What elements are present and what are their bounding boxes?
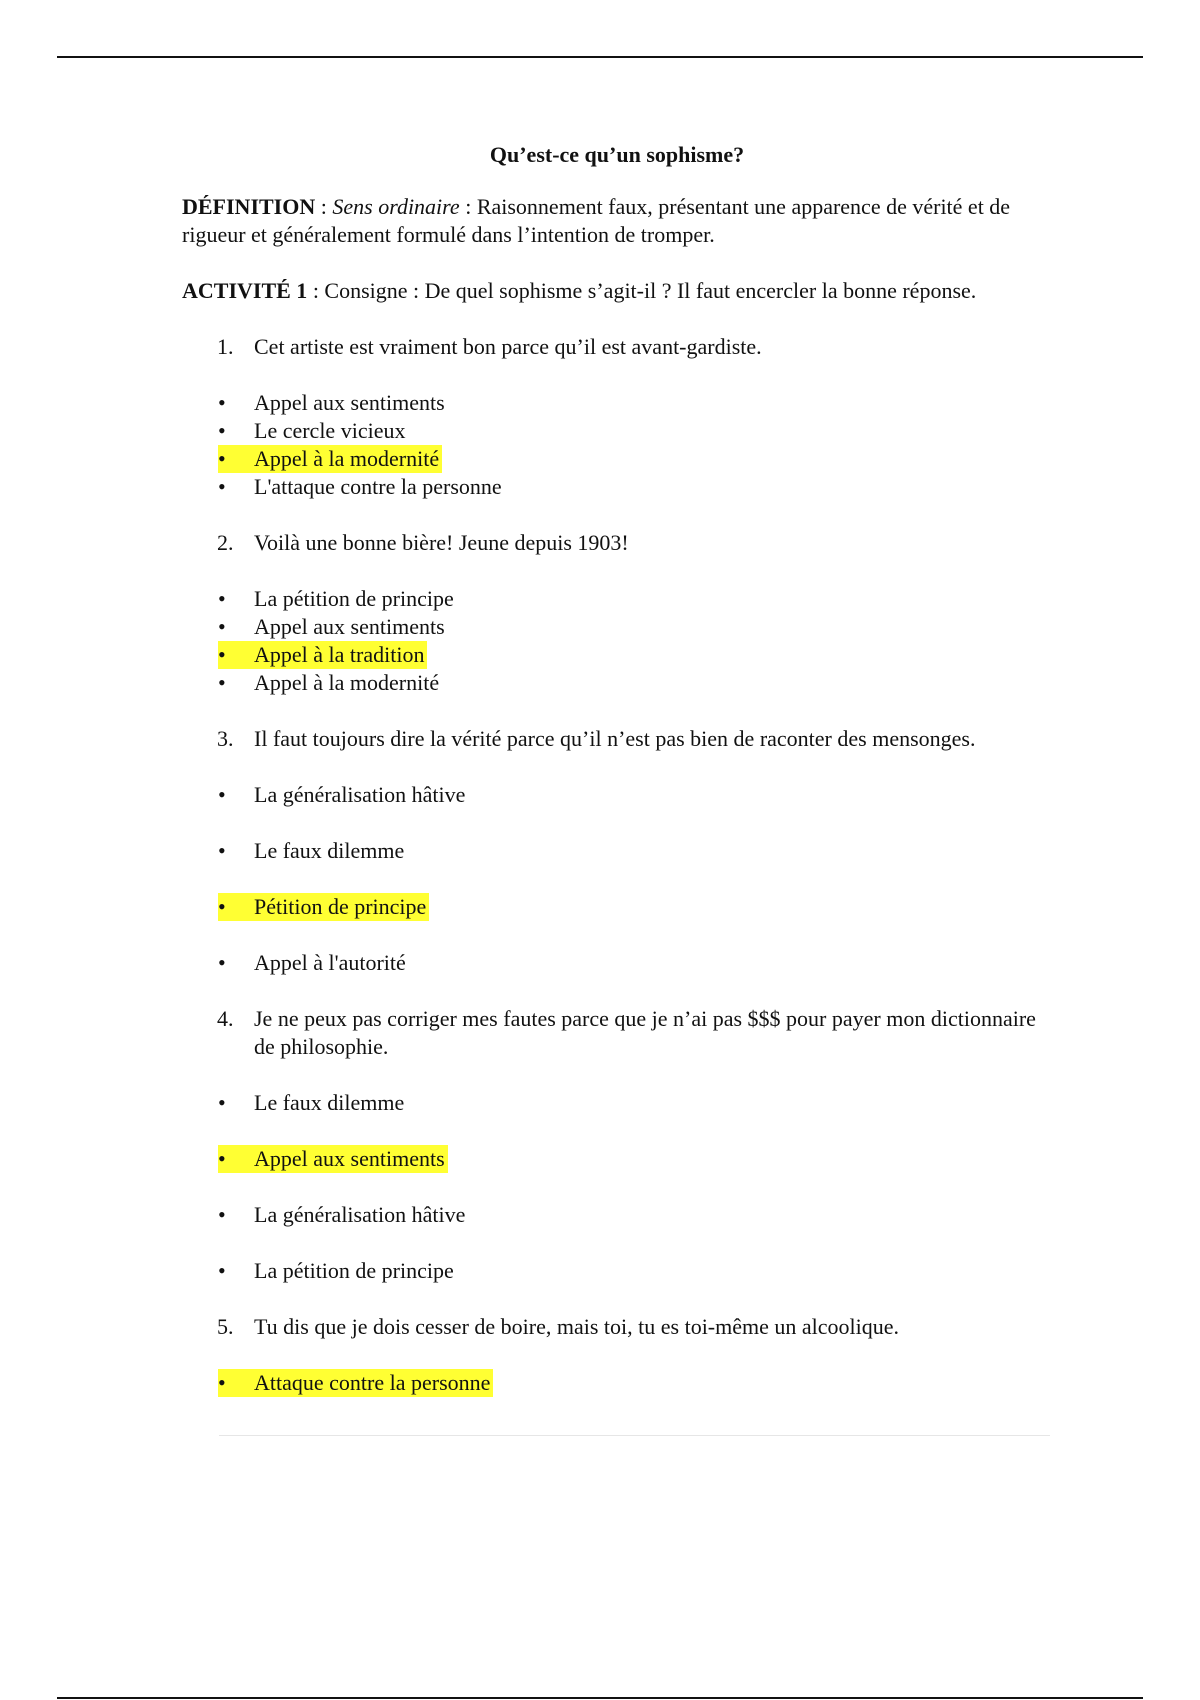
answer-highlight (218, 1369, 493, 1397)
option-label: Attaque contre la personne (254, 1370, 491, 1395)
option-item-correct[interactable] (182, 641, 1052, 669)
question-3 (182, 725, 1052, 753)
option-label: La pétition de principe (254, 1258, 454, 1283)
activity-paragraph (182, 277, 1052, 305)
question-number: 3. (217, 726, 234, 751)
answer-highlight (218, 1145, 448, 1173)
definition-sense: Sens ordinaire (332, 194, 460, 219)
question-text: Voilà une bonne bière! Jeune depuis 1903! (254, 530, 629, 555)
definition-text: Raisonnement faux, présentant une apparence de vérité et de rigueur et généralement formulé dans l’intention de tromper. (182, 194, 1011, 247)
option-item[interactable] (182, 669, 1052, 697)
options-list-5 (182, 1369, 1052, 1397)
page-title: Qu’est-ce qu’un sophisme? (489, 142, 745, 167)
option-label: Le cercle vicieux (254, 418, 406, 443)
bullet-icon: • (218, 782, 226, 807)
option-label: Appel aux sentiments (254, 390, 445, 415)
question-number: 5. (217, 1314, 234, 1339)
answer-highlight (218, 641, 427, 669)
footer-rule (57, 1697, 1143, 1699)
bullet-icon: • (218, 1146, 226, 1171)
bullet-icon: • (218, 474, 226, 499)
activity-label: ACTIVITÉ 1 (182, 278, 308, 303)
option-label: Le faux dilemme (254, 838, 405, 863)
bullet-icon: • (218, 894, 226, 919)
content-end-divider (219, 1435, 1050, 1436)
option-item-correct[interactable] (182, 893, 1052, 921)
question-4 (182, 1005, 1052, 1061)
option-item-correct[interactable] (182, 1145, 1052, 1173)
option-item[interactable] (182, 389, 1052, 417)
answer-highlight (218, 893, 429, 921)
document-body (182, 141, 1052, 1425)
option-label: Le faux dilemme (254, 1090, 405, 1115)
option-label: La généralisation hâtive (254, 1202, 466, 1227)
bullet-icon: • (218, 838, 226, 863)
question-text: Je ne peux pas corriger mes fautes parce que je n’ai pas $$$ pour payer mon dictionnaire de philosophie. (254, 1006, 1036, 1059)
option-item[interactable] (182, 473, 1052, 501)
bullet-icon: • (218, 390, 226, 415)
definition-sep: : (315, 194, 333, 219)
option-label: La généralisation hâtive (254, 782, 466, 807)
options-list-4 (182, 1089, 1052, 1285)
options-list-2 (182, 585, 1052, 697)
definition-sep: : (459, 194, 477, 219)
question-number: 2. (217, 530, 234, 555)
bullet-icon: • (218, 614, 226, 639)
question-5 (182, 1313, 1052, 1341)
definition-label: DÉFINITION (182, 194, 316, 219)
question-text: Tu dis que je dois cesser de boire, mais toi, tu es toi-même un alcoolique. (254, 1314, 900, 1339)
option-item[interactable] (182, 585, 1052, 613)
bullet-icon: • (218, 1202, 226, 1227)
question-number: 1. (217, 334, 234, 359)
bullet-icon: • (218, 586, 226, 611)
option-item[interactable] (182, 417, 1052, 445)
option-item[interactable] (182, 1257, 1052, 1285)
definition-paragraph (182, 193, 1052, 249)
header-rule (57, 56, 1143, 58)
question-number: 4. (217, 1006, 234, 1031)
options-list-3 (182, 781, 1052, 977)
option-label: Appel aux sentiments (254, 1146, 445, 1171)
bullet-icon: • (218, 1090, 226, 1115)
bullet-icon: • (218, 418, 226, 443)
bullet-icon: • (218, 950, 226, 975)
option-label: Appel à la modernité (254, 446, 440, 471)
option-label: Appel aux sentiments (254, 614, 445, 639)
question-text: Il faut toujours dire la vérité parce qu’il n’est pas bien de raconter des mensonges. (254, 726, 976, 751)
bullet-icon: • (218, 642, 226, 667)
option-item[interactable] (182, 781, 1052, 809)
question-2 (182, 529, 1052, 557)
bullet-icon: • (218, 1258, 226, 1283)
option-item-correct[interactable] (182, 1369, 1052, 1397)
option-item[interactable] (182, 837, 1052, 865)
option-label: L'attaque contre la personne (254, 474, 502, 499)
question-1 (182, 333, 1052, 361)
option-item[interactable] (182, 613, 1052, 641)
option-item[interactable] (182, 949, 1052, 977)
bullet-icon: • (218, 446, 226, 471)
activity-instruction: : Consigne : De quel sophisme s’agit-il ? Il faut encercler la bonne réponse. (307, 278, 977, 303)
option-item-correct[interactable] (182, 445, 1052, 473)
option-label: Pétition de principe (254, 894, 427, 919)
option-label: La pétition de principe (254, 586, 454, 611)
option-label: Appel à la tradition (254, 642, 425, 667)
bullet-icon: • (218, 670, 226, 695)
bullet-icon: • (218, 1370, 226, 1395)
option-label: Appel à la modernité (254, 670, 440, 695)
options-list-1 (182, 389, 1052, 501)
answer-highlight (218, 445, 442, 473)
option-item[interactable] (182, 1089, 1052, 1117)
question-text: Cet artiste est vraiment bon parce qu’il est avant-gardiste. (254, 334, 762, 359)
option-label: Appel à l'autorité (254, 950, 406, 975)
option-item[interactable] (182, 1201, 1052, 1229)
